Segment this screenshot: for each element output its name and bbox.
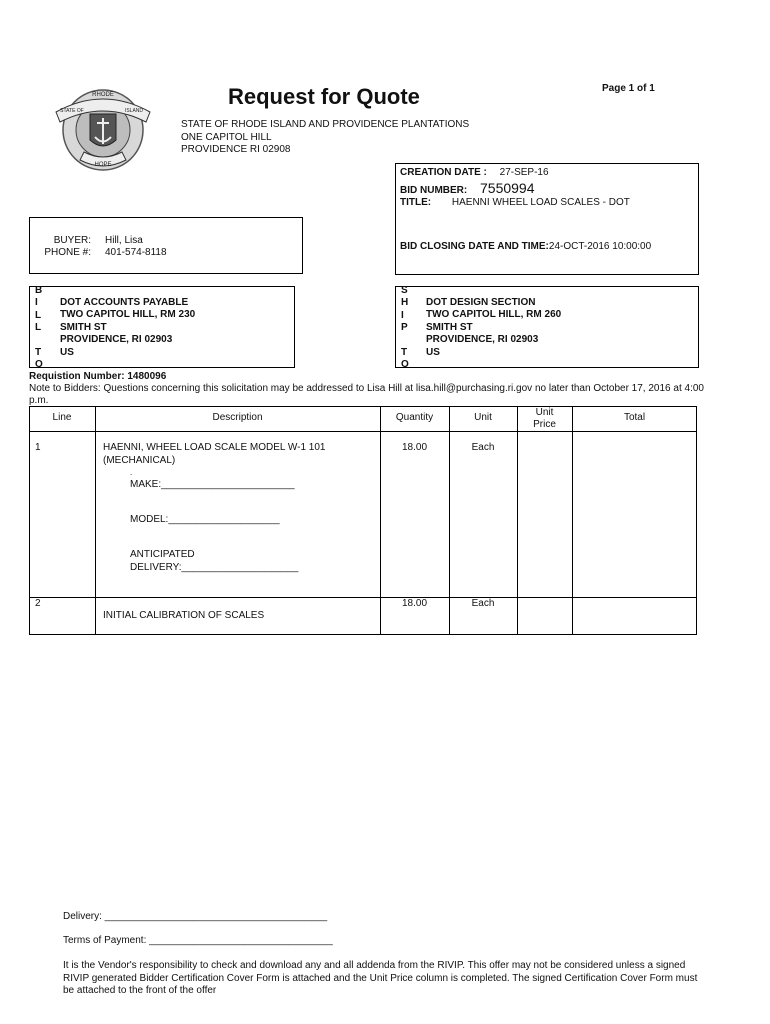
bid-info-box — [395, 163, 699, 275]
table-border — [29, 406, 30, 635]
row-1-description: HAENNI, WHEEL LOAD SCALE MODEL W-1 101 (MECHANICAL) — [103, 442, 326, 466]
page-number: Page 1 of 1 — [602, 83, 655, 94]
document-title: Request for Quote — [228, 84, 420, 109]
table-row-divider — [29, 597, 697, 598]
header-description: Description — [212, 412, 263, 423]
row-1-line: 1 — [35, 442, 41, 453]
phone-value: 401-574-8118 — [105, 247, 167, 258]
bill-to-letter: I — [35, 297, 38, 309]
row-2-quantity: 18.00 — [401, 598, 428, 609]
ship-to-letter — [401, 335, 409, 347]
ship-to-line: US — [426, 346, 440, 358]
row-1-model: MODEL:____________________ — [130, 514, 280, 525]
row-2-unit: Each — [471, 598, 495, 609]
svg-text:HOPE: HOPE — [94, 162, 112, 168]
bid-number-label: BID NUMBER: — [400, 185, 468, 196]
terms-of-payment-field: Terms of Payment: _________________________________ — [63, 935, 333, 946]
bill-to-box — [29, 285, 295, 371]
row-1-anticipated-delivery: ANTICIPATED DELIVERY:_____________________ — [130, 549, 299, 573]
row-1-dot: . — [130, 468, 133, 477]
header-line: Line — [52, 412, 72, 423]
ship-to-line: SMITH ST — [426, 321, 473, 333]
buyer-box — [29, 217, 303, 274]
bill-to-address — [60, 297, 195, 359]
creation-date-value: 27-SEP-16 — [499, 167, 549, 178]
note-to-bidders: Note to Bidders: Questions concerning this solicitation may be addressed to Lisa Hill at lisa.hill@purchasing.ri.gov no later than October 17, 2016 at 4:00 p.m. — [29, 383, 704, 406]
closing-date-label: BID CLOSING DATE AND TIME: — [400, 241, 549, 252]
row-1-make: MAKE:________________________ — [130, 479, 295, 490]
requisition-number: Requistion Number: 1480096 — [29, 371, 167, 382]
bill-to-letter: B — [35, 285, 43, 296]
closing-date-value: 24-OCT-2016 10:00:00 — [548, 241, 652, 252]
ship-to-letter: P — [401, 322, 408, 334]
ship-to-box — [395, 285, 699, 371]
bid-number-value: 7550994 — [480, 180, 535, 196]
table-border — [29, 406, 697, 407]
row-1-unit: Each — [471, 442, 495, 453]
svg-text:STATE OF: STATE OF — [60, 108, 84, 114]
bill-to-letter — [35, 335, 43, 347]
ship-to-letter: I — [401, 309, 404, 321]
issuer-line: PROVIDENCE RI 02908 — [181, 144, 291, 155]
ship-to-letter: T — [401, 347, 408, 359]
buyer-value: Hill, Lisa — [105, 235, 143, 246]
header-unit: Unit — [474, 412, 492, 423]
table-column-divider — [95, 406, 96, 635]
header-quantity: Quantity — [395, 412, 434, 423]
ship-to-letter: H — [401, 297, 409, 309]
bill-to-letter: O — [35, 359, 43, 371]
table-column-divider — [572, 406, 573, 635]
row-2-description: INITIAL CALIBRATION OF SCALES — [103, 610, 265, 621]
svg-text:RHODE: RHODE — [92, 92, 114, 98]
ship-to-letters — [401, 285, 409, 372]
svg-text:ISLAND: ISLAND — [124, 108, 144, 114]
bill-to-line: DOT ACCOUNTS PAYABLE — [60, 297, 189, 308]
buyer-label: BUYER: — [53, 235, 91, 246]
ship-to-letter: O — [401, 359, 409, 371]
bill-to-line: PROVIDENCE, RI 02903 — [60, 334, 173, 346]
ship-to-line: DOT DESIGN SECTION — [426, 297, 536, 308]
issuer-line: STATE OF RHODE ISLAND AND PROVIDENCE PLANTATIONS — [181, 119, 470, 130]
bill-to-letter: L — [35, 322, 42, 334]
state-seal-logo — [50, 82, 156, 178]
vendor-responsibility-note: It is the Vendor's responsibility to check and download any and all addenda from the RIVIP. This offer may not be considered unless a signed RIVIP generated Bidder Certification Cover Form is attached and the Unit Price column is completed. The signed Certification Cover Form must be attached to the front of the offer — [63, 960, 698, 996]
bill-to-line: TWO CAPITOL HILL, RM 230 — [60, 309, 196, 321]
delivery-field: Delivery: ________________________________________ — [63, 911, 328, 922]
bill-to-letter: T — [35, 347, 42, 359]
issuer-line: ONE CAPITOL HILL — [181, 131, 272, 143]
ship-to-address — [426, 297, 561, 359]
row-2-line: 2 — [35, 598, 41, 609]
bill-to-line: SMITH ST — [60, 321, 107, 333]
title-value: HAENNI WHEEL LOAD SCALES - DOT — [451, 197, 630, 208]
ship-to-line: TWO CAPITOL HILL, RM 260 — [426, 309, 562, 321]
title-label: TITLE: — [400, 197, 432, 208]
issuer-address — [181, 119, 469, 157]
creation-date-label: CREATION DATE : — [400, 167, 487, 178]
table-column-divider — [517, 406, 518, 635]
header-unit-price: Unit Price — [533, 407, 556, 430]
ship-to-line: PROVIDENCE, RI 02903 — [426, 334, 539, 346]
header-total: Total — [623, 412, 646, 423]
bill-to-letters — [35, 285, 43, 372]
bill-to-letter: L — [35, 309, 42, 321]
bill-to-line: US — [60, 346, 74, 358]
table-border — [696, 406, 697, 635]
table-border — [29, 634, 697, 635]
table-header-divider — [29, 431, 697, 432]
phone-label: PHONE #: — [44, 247, 91, 258]
row-1-quantity: 18.00 — [401, 442, 428, 453]
line-items-table — [29, 406, 697, 635]
ship-to-letter: S — [401, 285, 408, 296]
